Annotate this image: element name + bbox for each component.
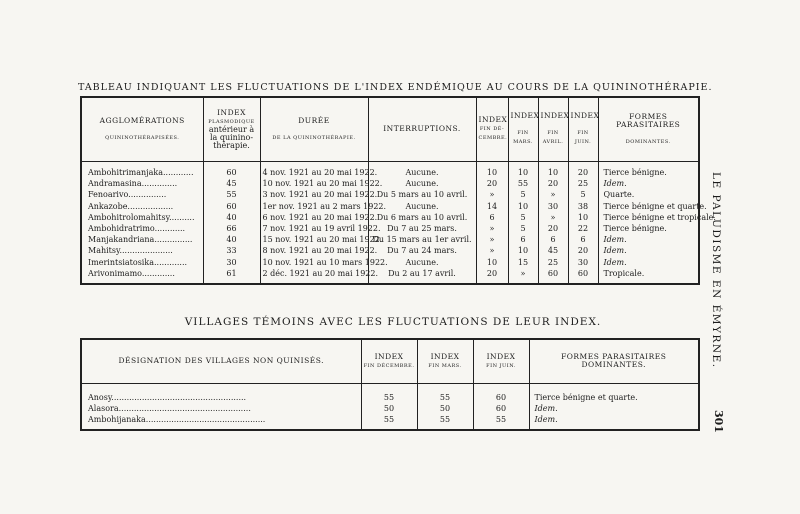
cell-index-fin-mars: 10 xyxy=(508,245,538,256)
cell-interruptions: Aucune. xyxy=(368,201,476,212)
table-row xyxy=(81,245,699,256)
cell-index-anterieur: 61 xyxy=(203,268,260,284)
cell-index-fin-mars: » xyxy=(508,268,538,284)
quininotherapy-table xyxy=(80,96,716,285)
cell-duree: 10 nov. 1921 au 10 mars 1922. xyxy=(260,257,368,268)
table-row xyxy=(81,201,699,212)
header-interruptions: INTERRUPTIONS. xyxy=(368,97,476,161)
cell-index-fin-juin: 22 xyxy=(568,223,598,234)
cell-index-fin-avril: » xyxy=(538,189,568,200)
cell-duree: 6 nov. 1921 au 20 mai 1922. xyxy=(260,212,368,223)
cell-village-name: Arivonimamo............. xyxy=(81,268,203,284)
cell-index-fin-decembre: » xyxy=(476,223,508,234)
cell-duree: 8 nov. 1921 au 20 mai 1922. xyxy=(260,245,368,256)
table1-header-row xyxy=(81,97,699,161)
table-row xyxy=(81,189,699,200)
cell-index-fin-juin: 10 xyxy=(568,212,598,223)
cell-index-fin-mars: 10 xyxy=(508,201,538,212)
cell-index-fin-mars: 5 xyxy=(508,223,538,234)
cell-index-anterieur: 40 xyxy=(203,234,260,245)
header-index-fin-mars: INDEX FIN MARS. xyxy=(417,339,473,383)
cell-index-fin-decembre: 55 xyxy=(361,392,417,403)
cell-index-fin-avril: 10 xyxy=(538,167,568,178)
cell-index-fin-decembre: » xyxy=(476,189,508,200)
cell-formes-parasitaires: Tierce bénigne et tropicale. xyxy=(598,212,699,223)
cell-index-fin-avril: 20 xyxy=(538,178,568,189)
cell-index-fin-juin: 6 xyxy=(568,234,598,245)
cell-duree: 15 nov. 1921 au 20 mai 1922. xyxy=(260,234,368,245)
cell-index-fin-decembre: » xyxy=(476,245,508,256)
cell-index-fin-decembre: 10 xyxy=(476,257,508,268)
table2-caption: VILLAGES TÉMOINS AVEC LES FLUCTUATIONS DE LEUR INDEX. xyxy=(184,316,602,328)
header-index-fin-juin: INDEX FIN JUIN. xyxy=(473,339,529,383)
cell-interruptions: Aucune. xyxy=(368,178,476,189)
cell-village-name: Andramasina.............. xyxy=(81,178,203,189)
header-agglomerations: AGGLOMÉRATIONS QUININOTHÉRAPISÉES. xyxy=(81,97,203,161)
cell-index-fin-avril: 20 xyxy=(538,223,568,234)
table-row xyxy=(81,392,699,403)
cell-formes-parasitaires: Tierce bénigne. xyxy=(598,223,699,234)
cell-index-anterieur: 60 xyxy=(203,201,260,212)
cell-index-anterieur: 60 xyxy=(203,167,260,178)
cell-interruptions: Aucune. xyxy=(368,167,476,178)
cell-index-fin-mars: 55 xyxy=(417,414,473,425)
table-row xyxy=(81,414,699,425)
cell-village-name: Ambohitrimanjaka............ xyxy=(81,167,203,178)
cell-interruptions: Du 15 mars au 1er avril. xyxy=(368,234,476,245)
header-formes-parasitaires: FORMES PARASITAIRES DOMINANTES. xyxy=(598,97,699,161)
cell-index-fin-decembre: 55 xyxy=(361,414,417,425)
header-duree: DURÉE DE LA QUININOTHÉRAPIE. xyxy=(260,97,368,161)
cell-index-fin-decembre: 20 xyxy=(476,268,508,284)
cell-index-anterieur: 33 xyxy=(203,245,260,256)
header-index-fin-mars: INDEX FIN MARS. xyxy=(508,97,538,161)
header-index-fin-juin: INDEX FIN JUIN. xyxy=(568,97,598,161)
cell-formes-parasitaires: Tropicale. xyxy=(598,268,699,284)
cell-index-fin-mars: 10 xyxy=(508,167,538,178)
cell-index-fin-mars: 55 xyxy=(417,392,473,403)
cell-index-anterieur: 45 xyxy=(203,178,260,189)
cell-index-fin-mars: 15 xyxy=(508,257,538,268)
cell-formes-parasitaires: Idem. xyxy=(529,414,699,425)
cell-interruptions: Du 7 au 25 mars. xyxy=(368,223,476,234)
cell-village-name: Imerintsiatosika............. xyxy=(81,257,203,268)
table-row xyxy=(81,257,699,268)
cell-interruptions: Du 7 au 24 mars. xyxy=(368,245,476,256)
spacer-row xyxy=(81,383,699,392)
cell-index-fin-mars: 5 xyxy=(508,189,538,200)
table2-body xyxy=(81,383,699,430)
table2-header-row xyxy=(81,339,699,383)
cell-formes-parasitaires: Idem. xyxy=(598,245,699,256)
cell-index-fin-juin: 60 xyxy=(568,268,598,284)
page-number: 301 xyxy=(712,410,725,433)
cell-village-name: Mahitsy..................... xyxy=(81,245,203,256)
control-villages-table xyxy=(80,338,700,431)
cell-index-fin-mars: 5 xyxy=(508,212,538,223)
cell-index-fin-juin: 55 xyxy=(473,414,529,425)
cell-index-fin-juin: 20 xyxy=(568,245,598,256)
cell-index-fin-juin: 60 xyxy=(473,403,529,414)
header-formes-dominantes: FORMES PARASITAIRES DOMINANTES. xyxy=(529,339,699,383)
cell-index-fin-juin: 30 xyxy=(568,257,598,268)
table-row xyxy=(81,167,699,178)
table-row xyxy=(81,212,699,223)
cell-formes-parasitaires: Idem. xyxy=(529,403,699,414)
cell-index-fin-decembre: 14 xyxy=(476,201,508,212)
cell-formes-parasitaires: Idem. xyxy=(598,178,699,189)
table-row xyxy=(81,268,699,284)
cell-index-fin-avril: 45 xyxy=(538,245,568,256)
cell-interruptions: Du 2 au 17 avril. xyxy=(368,268,476,284)
cell-duree: 10 nov. 1921 au 20 mai 1922. xyxy=(260,178,368,189)
cell-index-fin-juin: 38 xyxy=(568,201,598,212)
cell-formes-parasitaires: Tierce bénigne et quarte. xyxy=(598,201,699,212)
cell-duree: 4 nov. 1921 au 20 mai 1922. xyxy=(260,167,368,178)
cell-index-anterieur: 40 xyxy=(203,212,260,223)
cell-duree: 1er nov. 1921 au 2 mars 1922. xyxy=(260,201,368,212)
cell-duree: 3 nov. 1921 au 20 mai 1922. xyxy=(260,189,368,200)
cell-index-fin-decembre: 6 xyxy=(476,212,508,223)
cell-village-name: Ankazobe.................. xyxy=(81,201,203,212)
cell-village-name: Manjakandriana............... xyxy=(81,234,203,245)
cell-village-name: Ambohijanaka............................................... xyxy=(81,414,361,425)
cell-index-fin-mars: 6 xyxy=(508,234,538,245)
table1-caption: TABLEAU INDIQUANT LES FLUCTUATIONS DE L'INDEX ENDÉMIQUE AU COURS DE LA QUININOTHÉRAPIE. xyxy=(78,82,713,93)
cell-index-anterieur: 55 xyxy=(203,189,260,200)
header-index-fin-decembre: INDEX FIN DÉCEMBRE. xyxy=(361,339,417,383)
cell-formes-parasitaires: Quarte. xyxy=(598,189,699,200)
cell-index-fin-avril: » xyxy=(538,212,568,223)
table-row xyxy=(81,234,699,245)
cell-index-fin-mars: 50 xyxy=(417,403,473,414)
cell-index-fin-juin: 25 xyxy=(568,178,598,189)
cell-interruptions: Du 5 mars au 10 avril. xyxy=(368,189,476,200)
cell-duree: 7 nov. 1921 au 19 avril 1922. xyxy=(260,223,368,234)
cell-interruptions: Aucune. xyxy=(368,257,476,268)
cell-formes-parasitaires: Idem. xyxy=(598,234,699,245)
header-designation: DÉSIGNATION DES VILLAGES NON QUINISÉS. xyxy=(81,339,361,383)
cell-index-fin-juin: 60 xyxy=(473,392,529,403)
cell-index-fin-decembre: » xyxy=(476,234,508,245)
table-row xyxy=(81,178,699,189)
table1-body xyxy=(81,167,716,284)
cell-index-anterieur: 66 xyxy=(203,223,260,234)
cell-index-anterieur: 30 xyxy=(203,257,260,268)
cell-index-fin-decembre: 10 xyxy=(476,167,508,178)
cell-index-fin-decembre: 50 xyxy=(361,403,417,414)
cell-formes-parasitaires: Idem. xyxy=(598,257,699,268)
cell-village-name: Alasora.................................................... xyxy=(81,403,361,414)
cell-index-fin-juin: 20 xyxy=(568,167,598,178)
running-head: LE PALUDISME EN ÉMYRNE. xyxy=(710,172,722,369)
cell-interruptions: Du 6 mars au 10 avril. xyxy=(368,212,476,223)
cell-village-name: Anosy..................................................... xyxy=(81,392,361,403)
cell-index-fin-avril: 60 xyxy=(538,268,568,284)
cell-formes-parasitaires: Tierce bénigne et quarte. xyxy=(529,392,699,403)
table-row xyxy=(81,223,699,234)
header-index-fin-avril: INDEX FIN AVRIL. xyxy=(538,97,568,161)
header-index-anterieur: INDEX PLASMODIQUE antérieur à la quinino-thérapie. xyxy=(203,97,260,161)
cell-index-fin-juin: 5 xyxy=(568,189,598,200)
table-row xyxy=(81,403,699,414)
cell-index-fin-mars: 55 xyxy=(508,178,538,189)
cell-duree: 2 déc. 1921 au 20 mai 1922. xyxy=(260,268,368,284)
cell-index-fin-avril: 6 xyxy=(538,234,568,245)
cell-index-fin-avril: 30 xyxy=(538,201,568,212)
header-index-fin-decembre: INDEX FIN DÉ-CEMBRE. xyxy=(476,97,508,161)
cell-index-fin-avril: 25 xyxy=(538,257,568,268)
cell-village-name: Ambohidratrimo............ xyxy=(81,223,203,234)
cell-village-name: Ambohitrolomahitsy.......... xyxy=(81,212,203,223)
spacer-row xyxy=(81,425,699,430)
cell-village-name: Fenoarivo............... xyxy=(81,189,203,200)
cell-formes-parasitaires: Tierce bénigne. xyxy=(598,167,699,178)
cell-index-fin-decembre: 20 xyxy=(476,178,508,189)
